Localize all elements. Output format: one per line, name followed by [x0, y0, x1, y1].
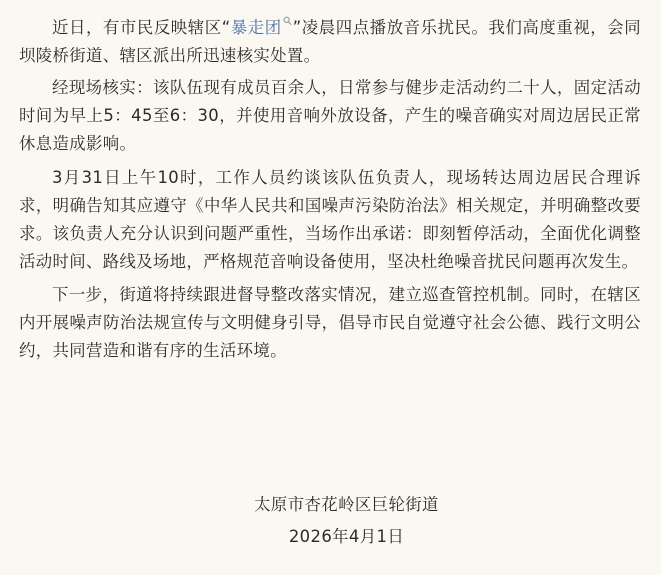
- p1-text-before: 近日，有市民反映辖区“: [52, 18, 231, 37]
- search-icon[interactable]: [283, 16, 292, 27]
- paragraph-3: 3月31日上午10时，工作人员约谈该队伍负责人，现场转达周边居民合理诉求，明确告知其应遵守《中华人民共和国噪声污染防治法》相关规定，并明确整改要求。该负责人充分认识到问题严重性，当场作出承诺：即刻暂停活动，全面优化调整活动时间、路线及场地，严格规范音响设备使用，坚决杜绝噪音扰民问题再次发生。: [19, 168, 641, 271]
- keyword-search-link[interactable]: 暴走团: [230, 18, 282, 37]
- paragraph-1: [19, 14, 641, 70]
- p1-text-after: ”凌晨四点播放音乐扰民。我们高度重视，会同坝陵桥街道、辖区派出所迅速核实处置。: [19, 18, 641, 65]
- paragraph-2: 经现场核实：该队伍现有成员百余人，日常参与健步走活动约二十人，固定活动时间为早上5：45至6：30，并使用音响外放设备，产生的噪音确实对周边居民正常休息造成影响。: [19, 78, 641, 153]
- signature-date: 2026年4月1日: [288, 527, 405, 546]
- paragraph-4: 下一步，街道将持续跟进督导整改落实情况，建立巡查管控机制。同时，在辖区内开展噪声防治法规宣传与文明健身引导，倡导市民自觉遵守社会公德、践行文明公约，共同营造和谐有序的生活环境。: [19, 285, 641, 360]
- signature-organization: 太原市杏花岭区巨轮街道: [254, 495, 439, 514]
